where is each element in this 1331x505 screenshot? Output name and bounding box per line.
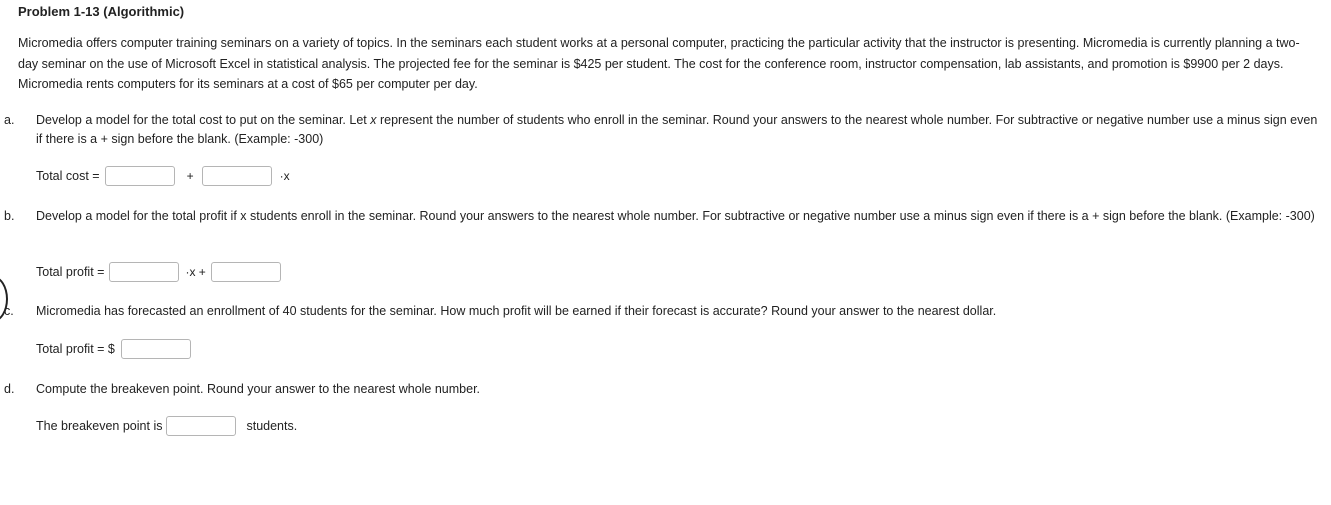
total-cost-variable-input[interactable] xyxy=(202,166,272,186)
part-a-text-before: Develop a model for the total cost to put on the seminar. Let xyxy=(36,113,371,127)
part-a-answer-row xyxy=(36,166,290,186)
total-profit-constant-input[interactable] xyxy=(211,262,281,282)
part-d-text-block xyxy=(4,380,1325,399)
part-b-prefix: b. xyxy=(4,209,15,223)
part-c-prefix: c. xyxy=(4,304,14,318)
part-c-answer-row xyxy=(36,339,191,359)
times-x-label: ·x xyxy=(279,169,290,183)
part-d-answer-row xyxy=(36,416,297,436)
part-c-text-block xyxy=(4,302,1325,321)
total-cost-label: Total cost = xyxy=(36,169,100,183)
part-d-question xyxy=(4,380,1325,399)
students-suffix: students. xyxy=(246,419,298,433)
part-a-question xyxy=(4,111,1325,148)
breakeven-label: The breakeven point is xyxy=(36,419,163,433)
breakeven-input[interactable] xyxy=(166,416,236,436)
part-d-text: Compute the breakeven point. Round your answer to the nearest whole number. xyxy=(36,382,481,396)
total-profit-coefficient-input[interactable] xyxy=(109,262,179,282)
part-a-prefix: a. xyxy=(4,113,15,127)
part-b-text-block xyxy=(4,207,1325,226)
problem-title: Problem 1-13 (Algorithmic) xyxy=(18,4,185,19)
part-c-text: Micromedia has forecasted an enrollment of 40 students for the seminar. How much profit will be earned if their forecast is accurate? Round your answer to the nearest dollar. xyxy=(36,304,997,318)
part-a-text-after: represent the number of students who enroll in the seminar. Round your answers to the nearest whole number. For subtractive or negative number use a minus sign even if there is a + sign before the blank. (Example: -300) xyxy=(36,113,1318,146)
part-c-question xyxy=(4,302,1325,321)
forecast-profit-input[interactable] xyxy=(121,339,191,359)
problem-intro: Micromedia offers computer training seminars on a variety of topics. In the seminars each student works at a personal computer, practicing the particular activity that the instructor is presenting. Micromedia is currently planning a two-day seminar on the use of Microsoft Excel in statistical analysis. The projected fee for the seminar is $425 per student. The cost for the conference room, instructor compensation, lab assistants, and promotion is $9900 per 2 days. Micromedia rents computers for its seminars at a cost of $65 per computer per day. xyxy=(18,36,1300,91)
plus-sign: + xyxy=(186,169,194,183)
total-cost-fixed-input[interactable] xyxy=(105,166,175,186)
total-profit-label: Total profit = xyxy=(36,265,105,279)
part-b-question xyxy=(4,207,1325,226)
part-a-variable: x xyxy=(370,113,377,127)
part-a-text xyxy=(4,111,1325,148)
part-b-text: Develop a model for the total profit if x students enroll in the seminar. Round your answers to the nearest whole number. For subtractive or negative number use a minus sign even if there is a + sign before the blank. (Example: -300) xyxy=(36,209,1315,223)
times-x-plus-label: ·x + xyxy=(185,265,206,279)
part-b-answer-row xyxy=(36,262,281,282)
total-profit-dollar-label: Total profit = $ xyxy=(36,342,115,356)
part-d-prefix: d. xyxy=(4,382,15,396)
